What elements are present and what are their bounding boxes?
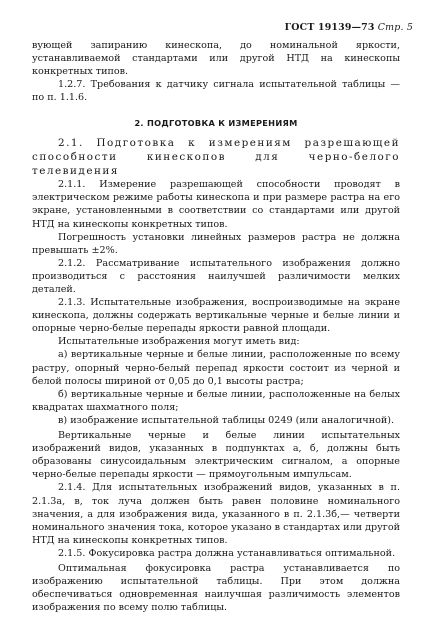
paragraph-continuation: вующей запиранию кинескопа, до номинальной яркости, устанавливаемой стандартами или другой НТД на кинескопы конкретных типов. xyxy=(32,40,400,78)
paragraph-focusing: Оптимальная фокусировка растра устанавливается по изображению испытательной таблицы. При этом должна обеспечиваться одновременная наилучшая различимость элементов изображения по всему полю таблицы. xyxy=(32,562,400,614)
paragraph-2-1-2: 2.1.2. Рассматривание испытательного изображения должно производиться с расстояния наилучшей различимости мелких деталей. xyxy=(32,257,400,295)
paragraph-tolerance: Погрешность установки линейных размеров растра не должна превышать ±2%. xyxy=(32,231,400,256)
document-body xyxy=(32,39,400,614)
list-item-b: б) вертикальные черные и белые линии, расположенные на белых квадратах шахматного поля; xyxy=(32,388,400,413)
paragraph-views-intro: Испытательные изображения могут иметь вид: xyxy=(58,336,300,348)
paragraph-2-1-5: 2.1.5. Фокусировка растра должна устанавливаться оптимальной. xyxy=(58,547,396,559)
paragraph-2-1-1: 2.1.1. Измерение разрешающей способности проводят в электрическом режиме работы кинескопа и при размере растра на его экране, установленными в соответствии со стандартами или другой НТД на кинескопы конкретных типов. xyxy=(32,179,400,230)
page-header xyxy=(285,22,413,33)
paragraph-2-1-3: 2.1.3. Испытательные изображения, воспроизводимые на экране кинескопа, должны содержать вертикальные черные и белые линии и опорные черно-белые перепады яркости равной площади. xyxy=(32,297,400,335)
page-number: Стр. 5 xyxy=(377,22,413,33)
standard-number: ГОСТ 19139—73 xyxy=(284,22,375,33)
list-item-c: в) изображение испытательной таблицы 0249 (или аналогичной). xyxy=(58,414,395,426)
paragraph-2-1-4: 2.1.4. Для испытательных изображений видов, указанных в п. 2.1.3а, в, ток луча должен быть равен половине номинального значения, а для изображения вида, указанного в п. 2.1.3б,— четверти номинального значения тока, которое указано в стандартах или другой НТД на кинескопы конкретных типов. xyxy=(32,482,400,546)
section-intro: 2.1. Подготовка к измерениям разрешающей способности кинескопов для черно-белого телевидения xyxy=(32,137,400,177)
list-item-a: а) вертикальные черные и белые линии, расположенные по всему растру, опорный черно-белый перепад яркости состоит из черной и белой полосы шириной от 0,05 до 0,1 высоты растра; xyxy=(32,349,400,387)
section-title: 2. ПОДГОТОВКА К ИЗМЕРЕНИЯМ xyxy=(134,118,298,129)
paragraph-vertical-lines: Вертикальные черные и белые линии испытательных изображений видов, указанных в подпунктах а, б, должны быть образованы синусоидальным электрическим сигналом, а опорные черно-белые перепады яркости — прямоугольным импульсам. xyxy=(32,430,400,481)
paragraph-1-2-7: 1.2.7. Требования к датчику сигнала испытательной таблицы — по п. 1.1.6. xyxy=(32,79,400,104)
